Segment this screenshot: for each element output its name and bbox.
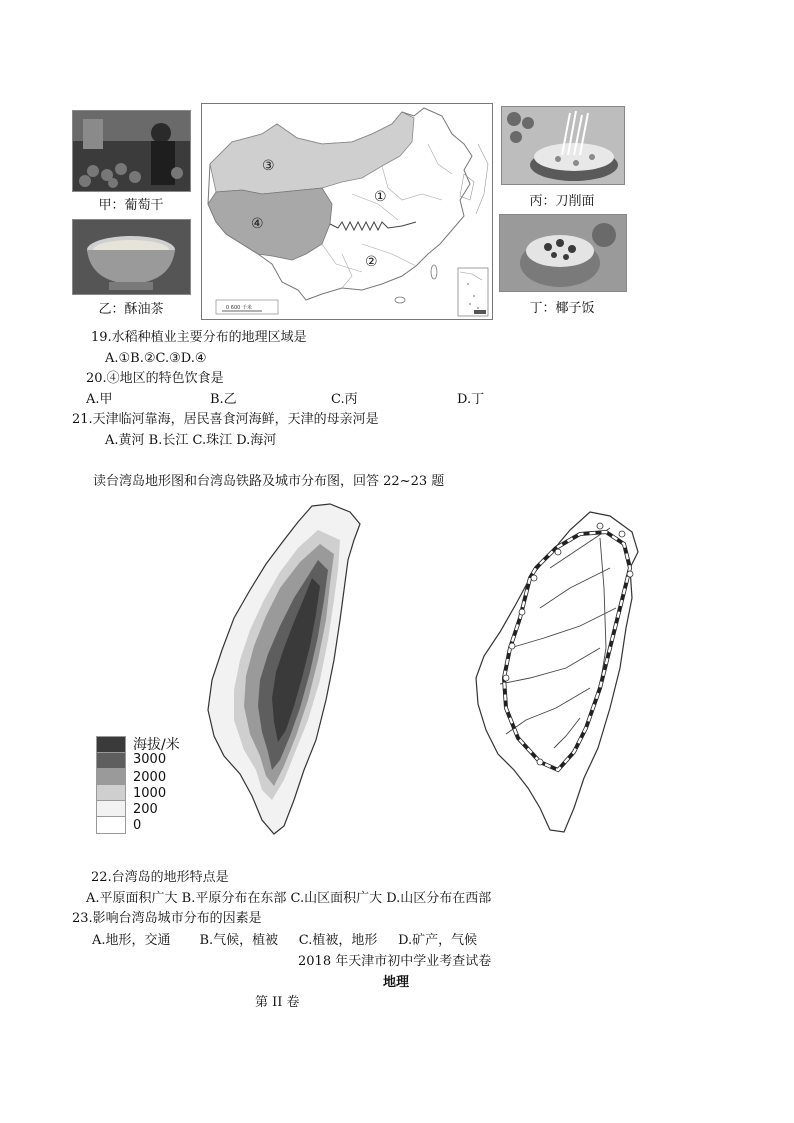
q23-stem: 23.影响台湾岛城市分布的因素是: [72, 911, 262, 926]
q21-options: A.黄河 B.长江 C.珠江 D.海河: [105, 433, 277, 448]
taiwan-terrain-svg: [200, 500, 370, 835]
taiwan-intro: 读台湾岛地形图和台湾岛铁路及城市分布图，回答 22~23 题: [93, 474, 445, 489]
q22-stem: 22.台湾岛的地形特点是: [91, 870, 229, 885]
subject-title: 地理: [383, 975, 410, 990]
region-label-3: ③: [262, 158, 275, 174]
scale-bar-label: 0 600 千米: [226, 305, 252, 311]
q21-stem: 21.天津临河靠海，居民喜食河海鲜，天津的母亲河是: [72, 412, 379, 427]
legend-label-1000: 1000: [133, 786, 167, 801]
q20-stem: 20.④地区的特色饮食是: [86, 371, 224, 386]
photo-coconut-rice: [499, 214, 627, 292]
caption-ding: 丁：椰子饭: [529, 301, 595, 316]
china-map-svg: [202, 104, 492, 319]
q20-option-c: C.丙: [331, 392, 358, 407]
raisins-image: [73, 111, 190, 191]
legend-label-200: 200: [133, 802, 158, 817]
china-region-map: [201, 103, 493, 320]
butter-tea-image: [73, 220, 190, 294]
photo-knife-noodles: [501, 106, 625, 185]
knife-noodles-image: [502, 107, 624, 184]
legend-swatch-below-0: [96, 816, 126, 834]
caption-bing: 丙：刀削面: [529, 194, 595, 209]
caption-jia: 甲：葡萄干: [98, 198, 164, 213]
region-label-1: ①: [374, 189, 387, 205]
q20-option-d: D.丁: [457, 392, 485, 407]
q20-option-b: B.乙: [210, 392, 237, 407]
q20-option-a: A.甲: [86, 392, 113, 407]
q19-stem: 19.水稻种植业主要分布的地理区域是: [91, 330, 307, 345]
photo-butter-tea: [72, 219, 191, 295]
exam-title: 2018 年天津市初中学业考查试卷: [298, 954, 492, 969]
volume-label: 第 II 卷: [255, 995, 300, 1010]
legend-label-3000: 3000: [133, 752, 167, 767]
region-label-2: ②: [365, 254, 378, 270]
q23-options: A.地形，交通 B.气候，植被 C.植被，地形 D.矿产，气候: [92, 933, 478, 948]
q22-options: A.平原面积广大 B.平原分布在东部 C.山区面积广大 D.山区分布在西部: [86, 891, 492, 906]
q19-options: A.①B.②C.③D.④: [105, 351, 207, 366]
photo-raisins: [72, 110, 191, 192]
legend-label-2000: 2000: [133, 770, 167, 785]
caption-yi: 乙：酥油茶: [98, 302, 164, 317]
region-label-4: ④: [251, 216, 264, 232]
taiwan-railway-map: [470, 508, 650, 838]
legend-title: 海拔/米: [133, 737, 180, 753]
coconut-rice-image: [500, 215, 626, 291]
legend-label-0: 0: [133, 818, 142, 833]
taiwan-railway-svg: [470, 508, 650, 838]
taiwan-terrain-map: [200, 500, 370, 835]
